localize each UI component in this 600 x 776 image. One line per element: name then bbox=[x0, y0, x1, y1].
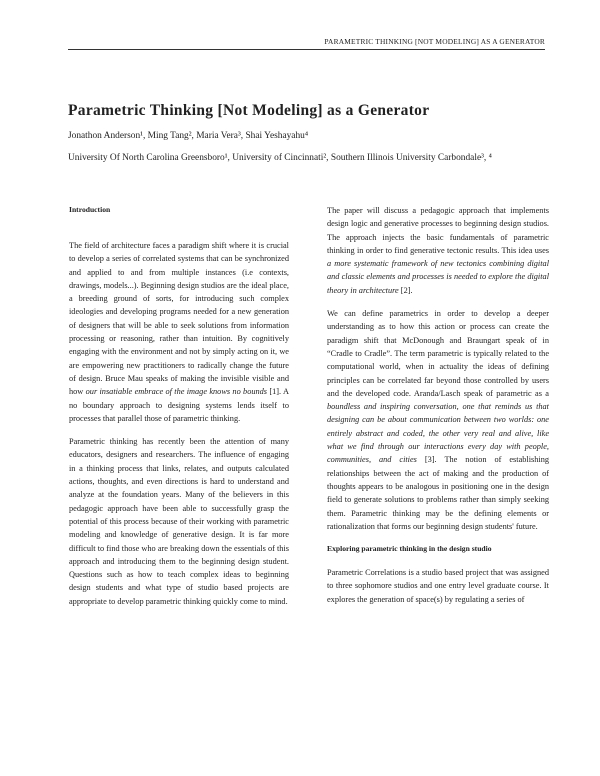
text-run: [1]. A no boundary approach to designing systems lends itself to processes that parallel those of parametric thinking. bbox=[69, 387, 289, 423]
section-heading-introduction: Introduction bbox=[69, 205, 111, 214]
paragraph: Parametric thinking has recently been the attention of many educators, designers and researchers. The influence of engaging in a thinking process that links, relates, and outputs calculated actions, thoughts, and even directions is hard to understand and analyze at the foundation years. Many of the believers in this pedagogic approach have been able to successfully grasp the potential of this process because of their working with parametric modeling and knowledge of generative design. It is far more difficult to find those who are breaking down the essentials of this approach and introducing them to the beginning design student. Questions such as how to teach complex ideas to beginning design students and what type of studio based projects are appropriate to develop parametric thinking quickly come to mind. bbox=[69, 437, 289, 606]
text-run: The paper will discuss a pedagogic approach that implements design logic and generative processes to beginning design studios. The approach injects the basic fundamentals of parametric thinking in order to find generative tectonic results. This idea uses bbox=[327, 206, 549, 255]
text-run: [3]. The notion of establishing relationships between the act of making and the production of thoughts appears to be analogous in positioning one in the design field to generate solutions to problems rather than simply seeking them. Parametric thinking may be the defining elements or rationalization that forms our beginning design students' future. bbox=[327, 455, 549, 531]
paper-title: Parametric Thinking [Not Modeling] as a Generator bbox=[68, 102, 430, 119]
author-list: Jonathon Anderson¹, Ming Tang², Maria Vera³, Shai Yeshayahu⁴ bbox=[68, 131, 309, 141]
emphasis-text: our insatiable embrace of the image knows no bounds bbox=[85, 387, 268, 397]
emphasis-text: boundless and inspiring conversation, one that reminds us that designing can be about communication between two worlds: one entirely abstract and coded, the other very real and alive, like what we find through our interactions every day with people, communities, and cities bbox=[327, 402, 549, 465]
emphasis-text: a more systematic framework of new tectonics combining digital and classic elements and processes is needed to explore the digital theory in architecture bbox=[327, 259, 549, 295]
paragraph bbox=[327, 307, 549, 533]
title-block bbox=[68, 102, 544, 165]
paragraph bbox=[69, 239, 289, 425]
text-run: We can define parametrics in order to develop a deeper understanding as to how this action or process can create the paradigm shift that McDonough and Braungart speak of in “Cradle to Cradle”. The term parametric is typically related to the computational world, when in actuality the ideas of defining principles can be correlated far beyond those controlled by users and the developed code. Aranda/Lasch speak of parametric as a bbox=[327, 309, 549, 398]
paragraph bbox=[327, 204, 549, 297]
text-run: The field of architecture faces a paradigm shift where it is crucial to develop a series of correlated systems that can be synchronized and applied to and from multiple instances (i.e contexts, drawings, models...). Beginning design studios are the ideal place, a breeding ground of sorts, for introducing such complex ideologies and developing programs needed for a new generation of designers that will be able to seek solutions from information processing or reasoning, rather than intuition. By cognitively engaging with the environment and not by simply acting on it, we are empowering new practitioners to radically change the future of design. Bruce Mau speaks of making the invisible visible and how bbox=[69, 241, 289, 397]
section-heading-exploring: Exploring parametric thinking in the design studio bbox=[327, 544, 492, 554]
affiliation-list: University Of North Carolina Greensboro¹, University of Cincinnati², Southern Illinois University Carbondale³, ⁴ bbox=[68, 153, 492, 163]
left-column bbox=[69, 204, 289, 618]
right-column bbox=[327, 204, 549, 616]
text-run: [2]. bbox=[398, 285, 413, 295]
running-header: PARAMETRIC THINKING [NOT MODELING] AS A GENERATOR bbox=[68, 37, 545, 50]
paragraph: Parametric Correlations is a studio based project that was assigned to three sophomore studios and one entry level graduate course. It explores the generation of space(s) by regulating a series of bbox=[327, 568, 549, 604]
